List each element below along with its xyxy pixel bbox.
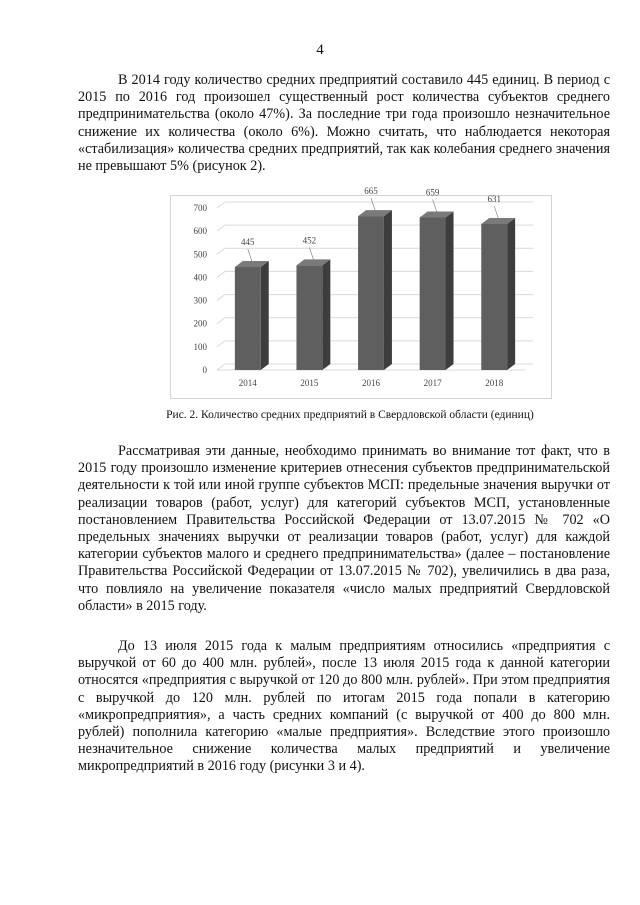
- bar-side: [384, 210, 392, 370]
- data-label: 665: [364, 186, 378, 197]
- paragraph-3: До 13 июля 2015 года к малым предприятиям относились «предприятия с выручкой от 60 до 400 млн. рублей», после 13 июля 2015 года к данной категории относятся «предприятия с выручкой от 120 до 800 млн. рублей». При этом предприятия с выручкой до 120 млн. рублей по итогам 2015 года попали в категорию «микропредприятия», а часть средних компаний (с выручкой от 400 до 800 млн. рублей) пополнила категорию «малые предприятия». Вследствие этого произошло незначительное снижение количества малых предприятий и увеличение микропредприятий в 2016 году (рисунки 3 и 4).: [78, 638, 610, 775]
- y-tick-label: 100: [193, 341, 207, 352]
- x-tick-label: 2017: [423, 378, 442, 388]
- data-label: 631: [487, 193, 501, 204]
- data-label-leader: [494, 206, 498, 218]
- bar-side: [446, 211, 454, 370]
- x-tick-label: 2015: [300, 378, 319, 388]
- y-tick-label: 400: [193, 272, 207, 283]
- data-label: 445: [241, 237, 255, 248]
- x-tick-label: 2016: [362, 378, 380, 388]
- y-tick-label: 300: [193, 295, 207, 306]
- bar-side: [322, 259, 330, 370]
- bar-chart: [171, 186, 551, 398]
- bar: [420, 217, 446, 370]
- gridline-side: [217, 295, 225, 301]
- y-tick-label: 600: [193, 226, 207, 237]
- y-tick-label: 700: [193, 203, 207, 213]
- gridline-side: [217, 318, 225, 324]
- x-tick-label: 2014: [238, 378, 257, 388]
- bar: [358, 216, 384, 370]
- y-tick-label: 200: [193, 318, 207, 329]
- bar-side: [261, 261, 269, 370]
- data-label: 452: [302, 235, 317, 246]
- data-label-leader: [371, 198, 375, 210]
- paragraph-1: В 2014 году количество средних предприятий составило 445 единиц. В период с 2015 по 2016 год произошел существенный рост количества субъектов среднего предпринимательства (около 47%). За последние три года произошло незначительное снижение их количества (около 6%). Можно считать, что наблюдается некоторая «стабилизация» количества средних предприятий, так как колебания среднего значения не превышают 5% (рисунок 2).: [78, 72, 610, 175]
- gridline-side: [217, 341, 225, 347]
- data-label-leader: [309, 247, 313, 259]
- bar: [296, 265, 322, 370]
- page-number: 4: [316, 42, 324, 58]
- bar: [235, 267, 261, 370]
- gridline-side: [217, 225, 225, 231]
- chart-container: [170, 186, 552, 399]
- y-tick-label: 500: [193, 249, 207, 260]
- bar: [481, 224, 507, 370]
- gridline-side: [217, 248, 225, 254]
- data-label-leader: [433, 199, 437, 211]
- bar-side: [507, 218, 515, 370]
- figure-caption: Рис. 2. Количество средних предприятий в Свердловской области (единиц): [166, 409, 534, 421]
- data-label: 659: [425, 187, 440, 198]
- gridline-side: [217, 364, 225, 370]
- paragraph-2: Рассматривая эти данные, необходимо принимать во внимание тот факт, что в 2015 году произошло изменение критериев отнесения субъектов предпринимательской деятельности к той или иной группе субъектов МСП: предельные значения выручки от реализации товаров (работ, услуг) для категорий субъектов МСП, установленные постановлением Правительства Российской Федерации от 13.07.2015 № 702 «О предельных значениях выручки от реализации товаров (работ, услуг) для каждой категории субъектов малого и среднего предпринимательства» (далее – постановление Правительства Российской Федерации от 13.07.2015 № 702), увеличились в два раза, что повлияло на увеличение показателя «число малых предприятий Свердловской области» в 2015 году.: [78, 443, 610, 614]
- gridline-side: [217, 202, 225, 208]
- gridline-side: [217, 271, 225, 277]
- x-tick-label: 2018: [485, 378, 504, 388]
- y-tick-label: 0: [202, 365, 207, 375]
- data-label-leader: [248, 249, 252, 261]
